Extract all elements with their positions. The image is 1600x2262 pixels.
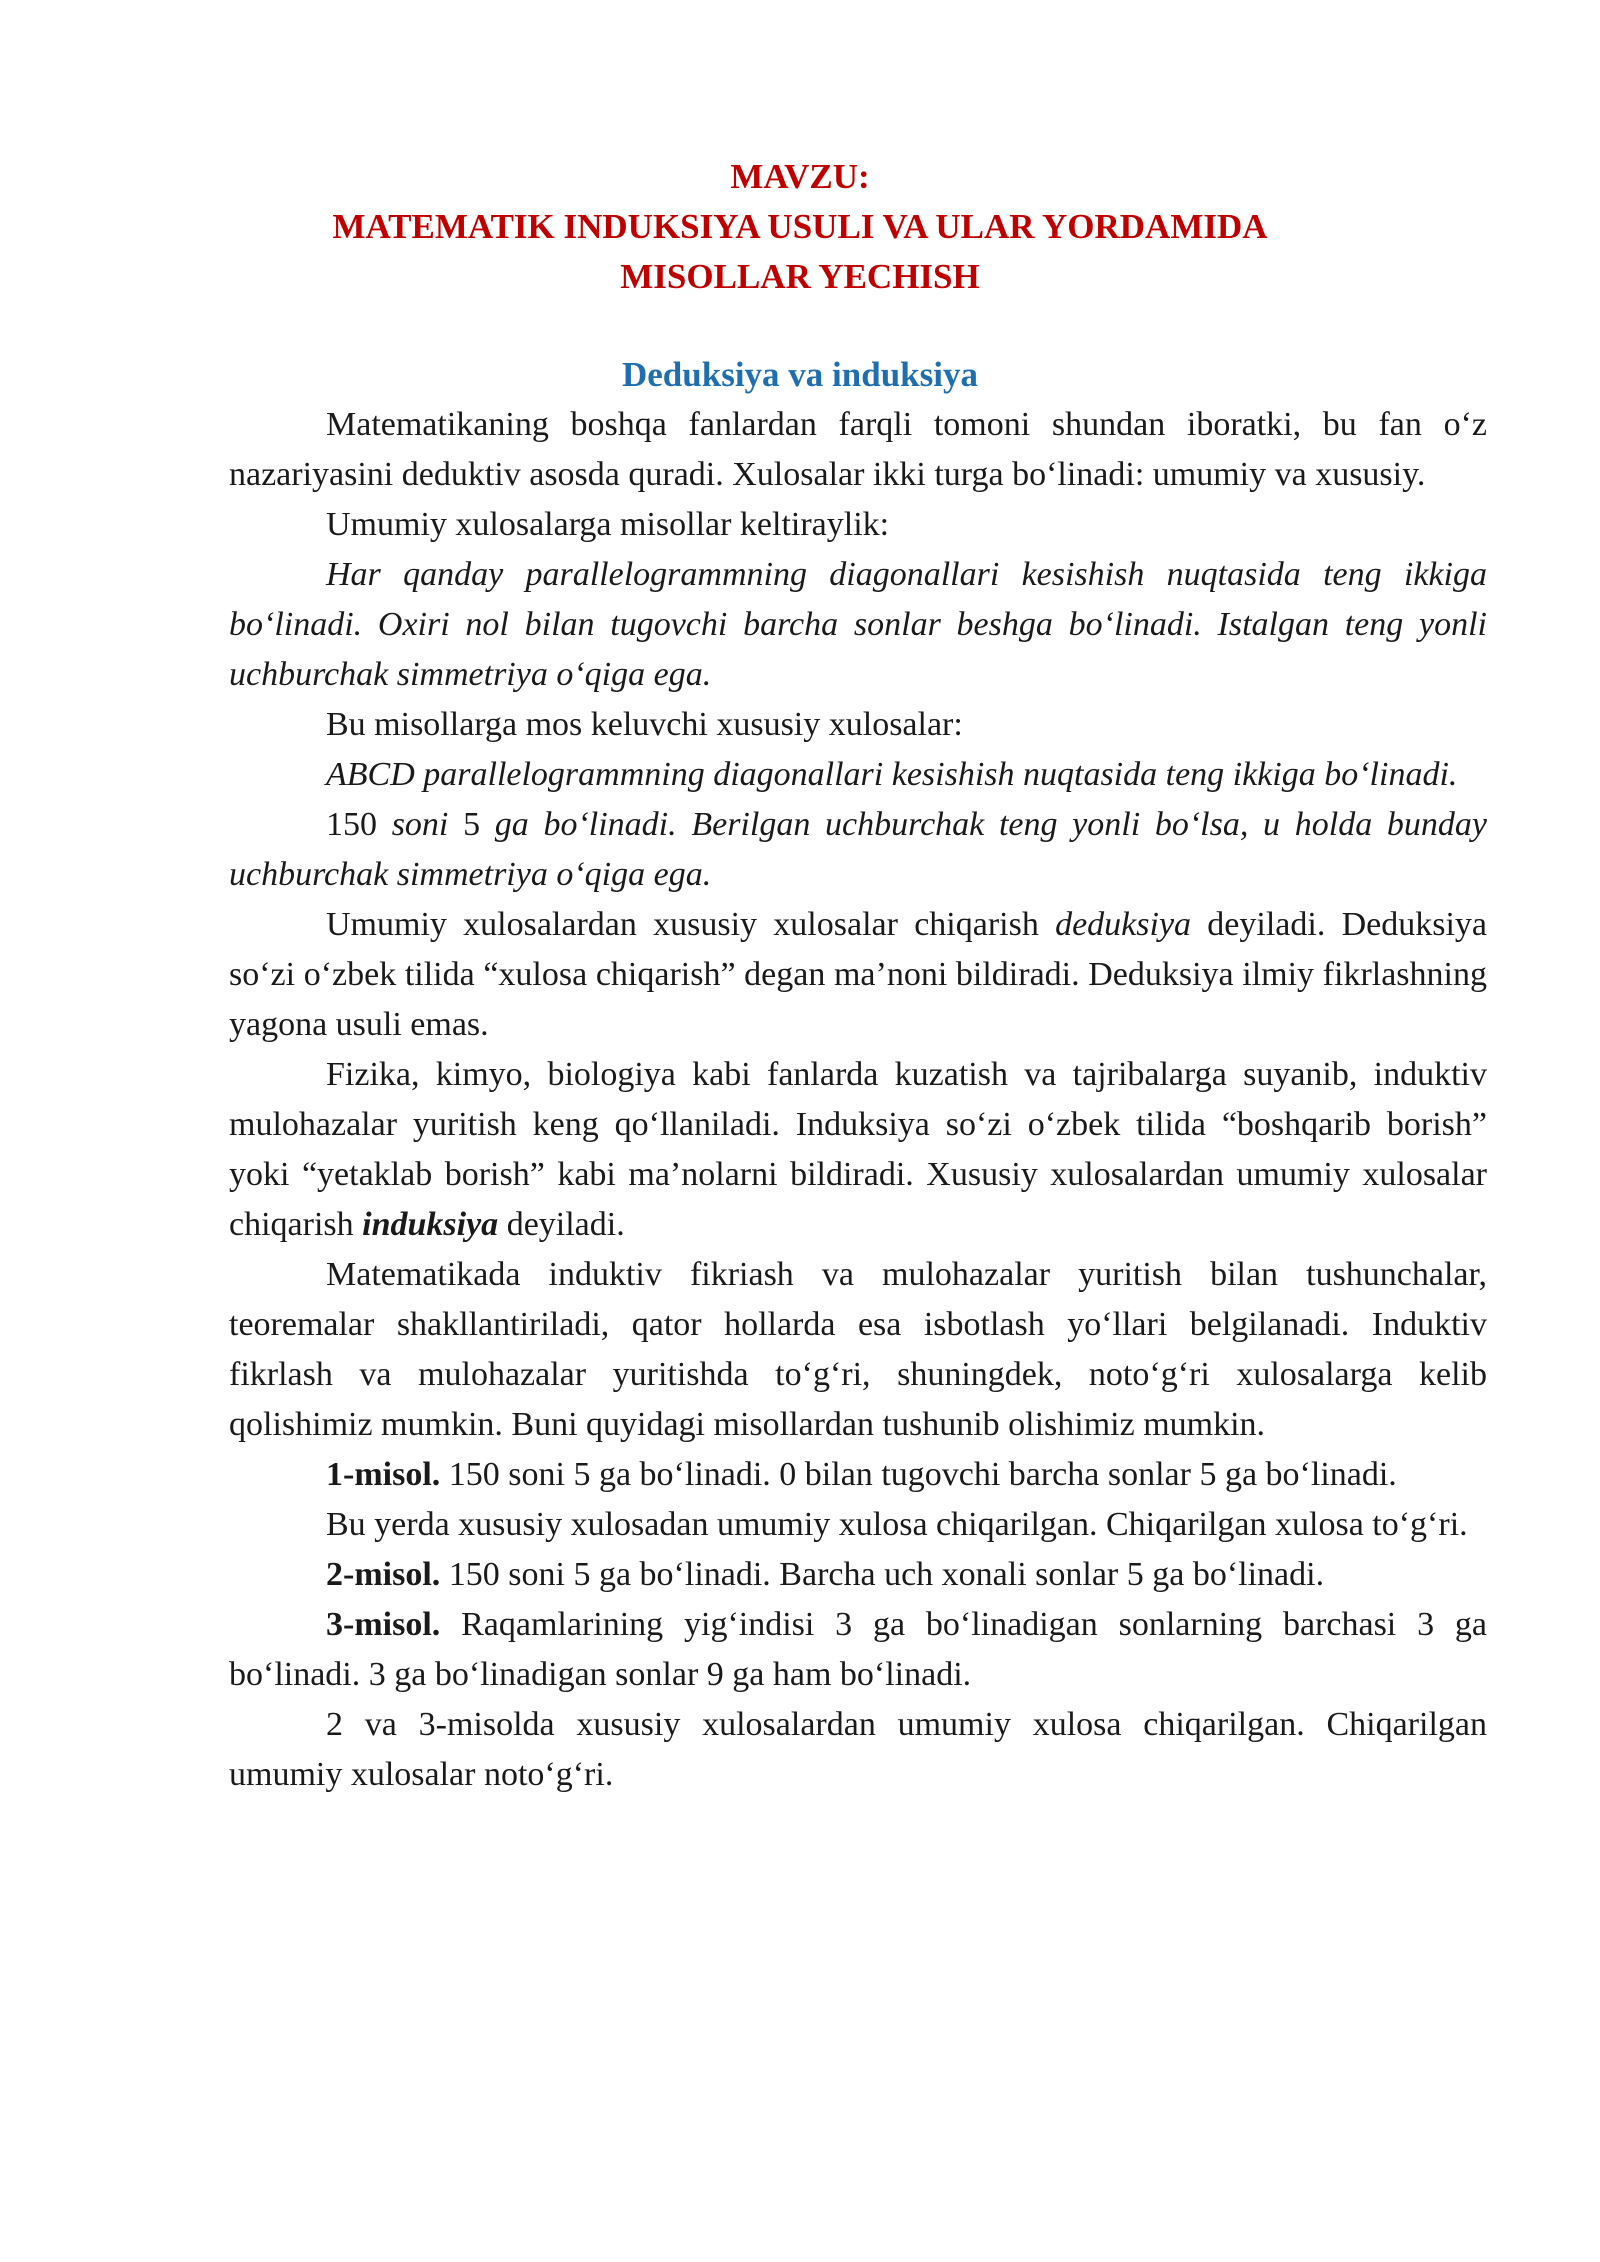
topic-label: MAVZU: <box>730 157 870 196</box>
example-2 <box>229 1550 1487 1600</box>
text-span: Fizika, kimyo, biologiya kabi fanlarda kuzatish va tajribalarga suyanib, induktiv mulohazalar yuritish keng qo‘llaniladi. Induksiya so‘zi o‘zbek tilida “boshqarib borish” yoki “yetaklab borish” kabi ma’nolarni bildiradi. Xususiy xulosalardan umumiy xulosalar chiqarish <box>229 1056 1487 1243</box>
number-text: 150 <box>326 806 377 843</box>
example-label: 3-misol. <box>326 1606 441 1643</box>
example-label: 2-misol. <box>326 1556 441 1593</box>
paragraph: Bu yerda xususiy xulosadan umumiy xulosa chiqarilgan. Chiqarilgan xulosa to‘g‘ri. <box>326 1506 1468 1543</box>
italic-text: soni <box>377 806 464 843</box>
example-label: 1-misol. <box>326 1456 441 1493</box>
paragraph-italic <box>229 750 1487 800</box>
text-span: Umumiy xulosalardan xususiy xulosalar chiqarish <box>326 906 1056 943</box>
text-span: deyiladi. Deduksiya so‘zi o‘zbek tilida “xulosa chiqarish” degan ma’noni bildiradi. Deduksiya ilmiy fikrlashning yagona usuli emas. <box>229 906 1488 1043</box>
example-1 <box>229 1450 1487 1500</box>
example-text: Raqamlarining yig‘indisi 3 ga bo‘linadigan sonlarning barchasi 3 ga bo‘linadi. 3 ga bo‘linadigan sonlar 9 ga ham bo‘linadi. <box>229 1606 1487 1693</box>
paragraph-italic <box>229 550 1487 700</box>
italic-text: ga bo‘linadi. Berilgan uchburchak teng yonli bo‘lsa, u holda bunday uchburchak simmetriya o‘qiga ega. <box>229 806 1487 893</box>
paragraph: 2 va 3-misolda xususiy xulosalardan umumiy xulosa chiqarilgan. Chiqarilgan umumiy xulosalar noto‘g‘ri. <box>229 1706 1487 1793</box>
term-induksiya: induksiya <box>362 1206 499 1243</box>
paragraph <box>229 900 1487 1050</box>
paragraph: Matematikaning boshqa fanlardan farqli tomoni shundan iboratki, bu fan o‘z nazariyasini deduktiv asosda quradi. Xulosalar ikki turga bo‘linadi: umumiy va xususiy. <box>229 406 1487 493</box>
document-header <box>0 152 1600 302</box>
paragraph: Bu misollarga mos keluvchi xususiy xulosalar: <box>326 706 963 743</box>
document-body <box>229 400 1487 1800</box>
paragraph <box>229 1050 1487 1250</box>
text-span: deyiladi. <box>498 1206 625 1243</box>
term-deduksiya: deduksiya <box>1055 906 1192 943</box>
italic-text: Har qanday parallelogrammning diagonallari kesishish nuqtasida teng ikkiga bo‘linadi. Oxiri nol bilan tugovchi barcha sonlar beshga bo‘linadi. Istalgan teng yonli uchburchak simmetriya o‘qiga ega. <box>229 556 1487 693</box>
number-text: 5 <box>463 806 481 843</box>
example-text: 150 soni 5 ga bo‘linadi. Barcha uch xonali sonlar 5 ga bo‘linadi. <box>440 1556 1325 1593</box>
section-title: Deduksiya va induksiya <box>622 355 978 394</box>
document-title-line-1: MATEMATIK INDUKSIYA USULI VA ULAR YORDAMIDA <box>332 207 1268 246</box>
paragraph-mixed <box>229 800 1487 900</box>
document-title-line-2: MISOLLAR YECHISH <box>620 257 980 296</box>
paragraph: Umumiy xulosalarga misollar keltiraylik: <box>326 506 890 543</box>
example-text: 150 soni 5 ga bo‘linadi. 0 bilan tugovchi barcha sonlar 5 ga bo‘linadi. <box>440 1456 1397 1493</box>
paragraph: Matematikada induktiv fikriash va mulohazalar yuritish bilan tushunchalar, teoremalar shakllantiriladi, qator hollarda esa isbotlash yo‘llari belgilanadi. Induktiv fikrlash va mulohazalar yuritishda to‘g‘ri, shuningdek, noto‘g‘ri xulosalarga kelib qolishimiz mumkin. Buni quyidagi misollardan tushunib olishimiz mumkin. <box>229 1256 1487 1443</box>
italic-text: ABCD parallelogrammning diagonallari kesishish nuqtasida teng ikkiga bo‘linadi. <box>326 756 1458 793</box>
example-3 <box>229 1600 1487 1700</box>
